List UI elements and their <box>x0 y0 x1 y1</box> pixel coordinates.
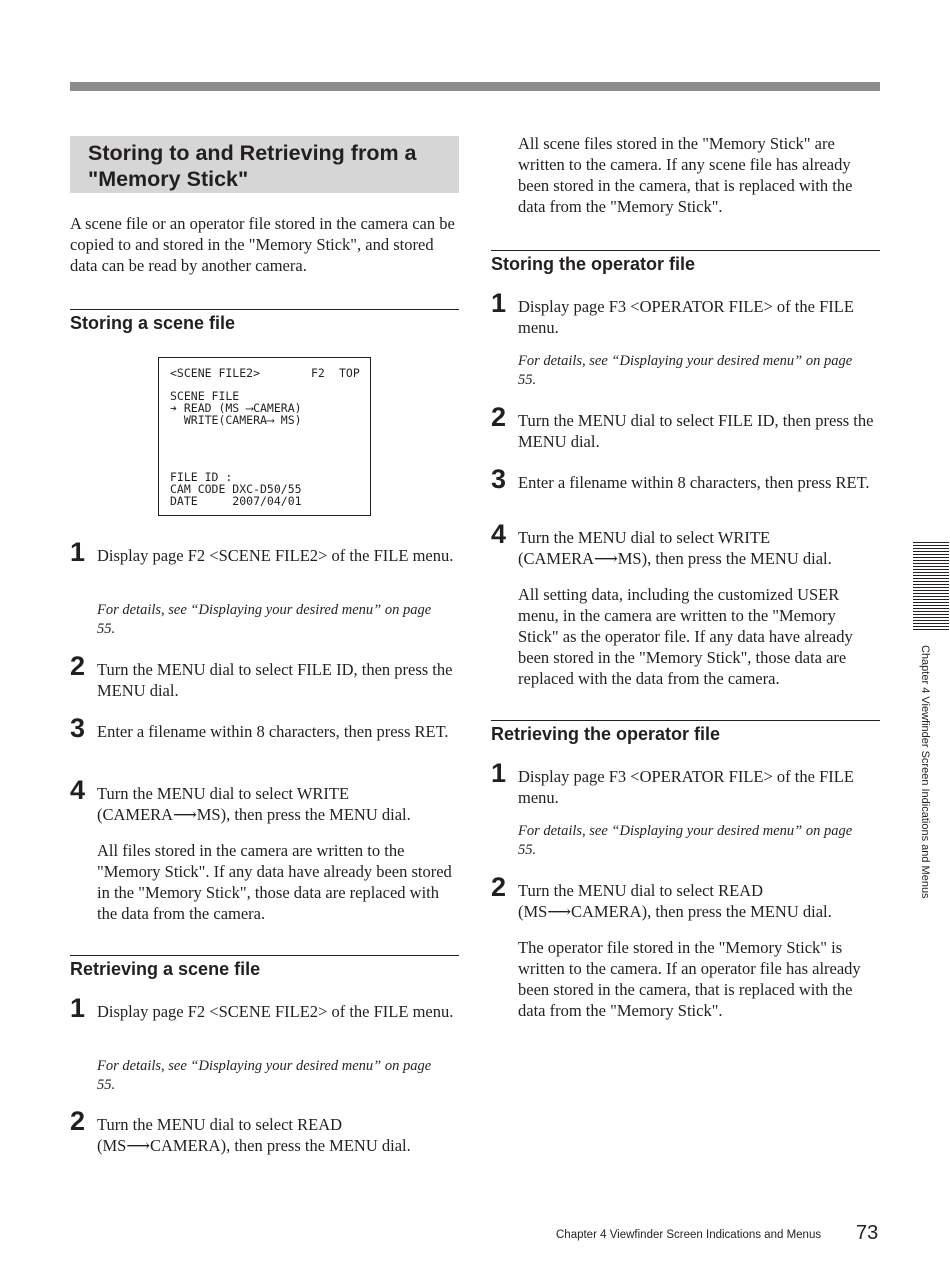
step-text: Turn the MENU dial to select FILE ID, then press the MENU dial. <box>518 411 874 451</box>
step-number: 4 <box>70 775 86 805</box>
footer-chapter: Chapter 4 Viewfinder Screen Indications and Menus <box>556 1229 822 1241</box>
screen-line: ➔ READ (MS ⟶CAMERA) <box>170 401 302 415</box>
step-text: Display page F3 <OPERATOR FILE> of the FILE menu. <box>518 767 854 807</box>
step-text: Turn the MENU dial to select READ (MS⟶CAMERA), then press the MENU dial. <box>518 881 832 921</box>
heading-rule <box>70 955 459 956</box>
screen-line: SCENE FILE <box>170 389 240 403</box>
step-number: 2 <box>70 651 86 681</box>
step-number: 1 <box>70 993 86 1023</box>
step-number: 2 <box>491 402 507 432</box>
page-number: 73 <box>856 1222 879 1244</box>
chapter-tab-marks <box>913 542 949 634</box>
subheading-retrieving-scene: Retrieving a scene file <box>70 959 261 979</box>
step-number: 4 <box>491 519 507 549</box>
screen-title: <SCENE FILE2> <box>170 366 261 380</box>
step-number: 2 <box>491 872 507 902</box>
step-number: 1 <box>491 288 507 318</box>
step-number: 3 <box>491 464 507 494</box>
step-text: Turn the MENU dial to select FILE ID, then press the MENU dial. <box>97 660 453 700</box>
top-rule <box>70 82 880 91</box>
step-text: Display page F3 <OPERATOR FILE> of the FILE menu. <box>518 297 854 337</box>
screen-page: F2 <box>311 366 325 380</box>
screen-line: FILE ID : <box>170 470 233 484</box>
step-number: 1 <box>491 758 507 788</box>
step-note: For details, see “Displaying your desired menu” on page 55. <box>97 602 432 637</box>
chapter-side-label: Chapter 4 Viewfinder Screen Indications and Menus <box>919 645 931 899</box>
step-number: 3 <box>70 713 86 743</box>
continuation-paragraph: All scene files stored in the "Memory Stick" are written to the camera. If any scene file has already been stored in the camera, that is replaced with the data from the "Memory Stick". <box>518 134 853 216</box>
step-paragraph: All files stored in the camera are written to the "Memory Stick". If any data have already been stored in the "Memory Stick", those data are replaced with the data from the camera. <box>97 841 452 923</box>
screen-top: TOP <box>339 366 360 380</box>
step-note: For details, see “Displaying your desired menu” on page 55. <box>518 823 853 858</box>
step-note: For details, see “Displaying your desired menu” on page 55. <box>97 1058 432 1093</box>
step-text: Display page F2 <SCENE FILE2> of the FILE menu. <box>97 546 454 565</box>
step-text: Enter a filename within 8 characters, then press RET. <box>97 722 449 741</box>
step-text: Turn the MENU dial to select WRITE (CAMERA⟶MS), then press the MENU dial. <box>518 528 832 568</box>
screen-line: CAM CODE DXC-D50/55 <box>170 482 302 496</box>
step-text: Enter a filename within 8 characters, then press RET. <box>518 473 870 492</box>
step-text: Turn the MENU dial to select WRITE (CAMERA⟶MS), then press the MENU dial. <box>97 784 411 824</box>
step-number: 1 <box>70 537 86 567</box>
step-text: Display page F2 <SCENE FILE2> of the FILE menu. <box>97 1002 454 1021</box>
step-paragraph: All setting data, including the customized USER menu, in the camera are written to the "Memory Stick" as the operator file. If any data have already been stored in the "Memory Stick", those data are replaced with the data from the camera. <box>518 585 853 688</box>
screen-line: DATE 2007/04/01 <box>170 494 302 508</box>
subheading-retrieving-operator: Retrieving the operator file <box>491 724 721 744</box>
screen-line: WRITE(CAMERA⟶ MS) <box>170 413 302 427</box>
step-note: For details, see “Displaying your desired menu” on page 55. <box>518 353 853 388</box>
subheading-storing-scene: Storing a scene file <box>70 313 236 333</box>
step-text: Turn the MENU dial to select READ (MS⟶CAMERA), then press the MENU dial. <box>97 1115 411 1155</box>
scene-file-screen <box>158 357 371 516</box>
section-title: Storing to and Retrieving from a "Memory Stick" <box>70 136 459 193</box>
step-number: 2 <box>70 1106 86 1136</box>
intro-paragraph: A scene file or an operator file stored in the camera can be copied to and stored in the "Memory Stick", and stored data can be read by another camera. <box>70 214 455 275</box>
heading-rule <box>70 309 459 310</box>
heading-rule <box>491 720 880 721</box>
subheading-storing-operator: Storing the operator file <box>491 254 696 274</box>
heading-rule <box>491 250 880 251</box>
step-paragraph: The operator file stored in the "Memory Stick" is written to the camera. If an operator file has already been stored in the camera, that is replaced with the data from the "Memory Stick". <box>518 938 861 1020</box>
